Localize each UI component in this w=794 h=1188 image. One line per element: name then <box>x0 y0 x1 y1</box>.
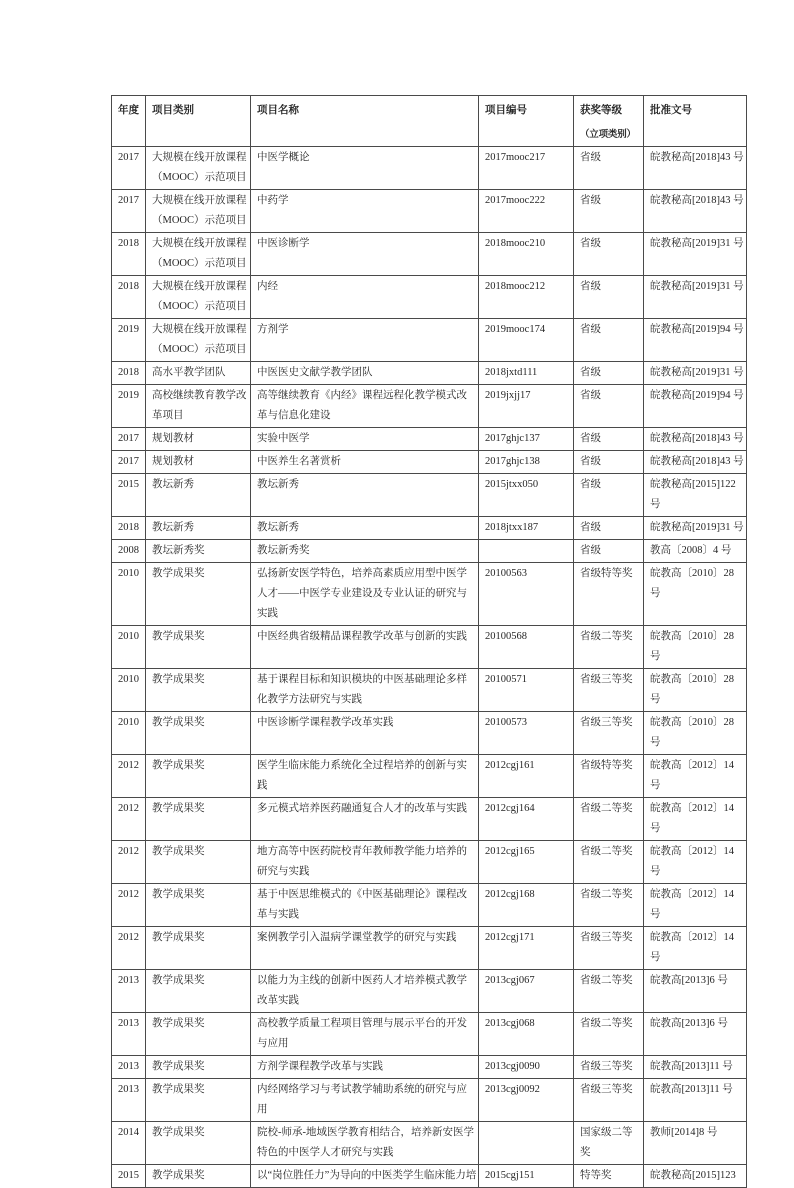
cell-approval-number: 皖教秘高[2018]43 号 <box>644 428 747 451</box>
cell-project-name: 内经 <box>251 276 479 319</box>
cell-award-level: 省级二等奖 <box>574 884 644 927</box>
cell-approval-number: 皖教秘高[2018]43 号 <box>644 451 747 474</box>
table-row <box>112 841 747 884</box>
cell-award-level: 省级 <box>574 474 644 517</box>
cell-project-name: 院校-师承-地域医学教育相结合，培养新安医学特色的中医学人才研究与实践 <box>251 1122 479 1165</box>
cell-year: 2012 <box>112 798 146 841</box>
cell-award-level: 省级特等奖 <box>574 563 644 626</box>
cell-approval-number: 皖教高〔2010〕28 号 <box>644 626 747 669</box>
cell-category: 教坛新秀 <box>146 517 251 540</box>
cell-project-number: 2012cgj168 <box>479 884 574 927</box>
cell-approval-number: 皖教高〔2012〕14 号 <box>644 755 747 798</box>
table-row <box>112 927 747 970</box>
cell-award-level: 省级二等奖 <box>574 970 644 1013</box>
cell-category: 教坛新秀奖 <box>146 540 251 563</box>
cell-award-level: 省级二等奖 <box>574 1013 644 1056</box>
cell-category: 教学成果奖 <box>146 1079 251 1122</box>
cell-category: 规划教材 <box>146 451 251 474</box>
cell-category: 教学成果奖 <box>146 884 251 927</box>
cell-project-number: 2012cgj161 <box>479 755 574 798</box>
cell-award-level: 省级 <box>574 540 644 563</box>
cell-category: 大规模在线开放课程（MOOC）示范项目 <box>146 190 251 233</box>
cell-project-name: 教坛新秀奖 <box>251 540 479 563</box>
cell-project-name: 内经网络学习与考试教学辅助系统的研究与应用 <box>251 1079 479 1122</box>
cell-award-level: 省级三等奖 <box>574 1079 644 1122</box>
table-row <box>112 1165 747 1188</box>
cell-category: 教学成果奖 <box>146 841 251 884</box>
table-row <box>112 190 747 233</box>
cell-year: 2018 <box>112 233 146 276</box>
cell-project-name: 以能力为主线的创新中医药人才培养模式教学改革实践 <box>251 970 479 1013</box>
cell-year: 2010 <box>112 563 146 626</box>
cell-project-number: 20100568 <box>479 626 574 669</box>
cell-approval-number: 皖教高〔2010〕28 号 <box>644 563 747 626</box>
cell-approval-number: 皖教高[2013]6 号 <box>644 970 747 1013</box>
cell-category: 教学成果奖 <box>146 563 251 626</box>
cell-project-number: 2013cgj068 <box>479 1013 574 1056</box>
cell-award-level: 省级特等奖 <box>574 755 644 798</box>
cell-award-level: 省级二等奖 <box>574 626 644 669</box>
cell-year: 2017 <box>112 190 146 233</box>
table-row <box>112 884 747 927</box>
cell-category: 教学成果奖 <box>146 1013 251 1056</box>
cell-project-number: 2018jtxx187 <box>479 517 574 540</box>
cell-project-number: 2015jtxx050 <box>479 474 574 517</box>
table-header-row <box>112 96 747 147</box>
cell-approval-number: 皖教高〔2010〕28 号 <box>644 712 747 755</box>
cell-year: 2012 <box>112 841 146 884</box>
cell-category: 教学成果奖 <box>146 1165 251 1188</box>
cell-category: 教学成果奖 <box>146 1122 251 1165</box>
cell-award-level: 省级 <box>574 233 644 276</box>
cell-category: 大规模在线开放课程（MOOC）示范项目 <box>146 147 251 190</box>
cell-category: 教学成果奖 <box>146 669 251 712</box>
cell-award-level: 省级 <box>574 451 644 474</box>
cell-project-name: 教坛新秀 <box>251 517 479 540</box>
cell-category: 高校继续教育教学改革项目 <box>146 385 251 428</box>
cell-year: 2014 <box>112 1122 146 1165</box>
cell-category: 教学成果奖 <box>146 712 251 755</box>
cell-approval-number: 皖教秘高[2015]122 号 <box>644 474 747 517</box>
cell-project-name: 以“岗位胜任力”为导向的中医类学生临床能力培 <box>251 1165 479 1188</box>
cell-category: 教学成果奖 <box>146 755 251 798</box>
cell-project-number: 2013cgj067 <box>479 970 574 1013</box>
cell-award-level: 省级 <box>574 428 644 451</box>
table-row <box>112 563 747 626</box>
table-row <box>112 276 747 319</box>
cell-project-number <box>479 1122 574 1165</box>
cell-year: 2018 <box>112 517 146 540</box>
cell-award-level: 省级 <box>574 276 644 319</box>
table-row <box>112 147 747 190</box>
cell-project-name: 中医经典省级精品课程教学改革与创新的实践 <box>251 626 479 669</box>
cell-award-level: 国家级二等奖 <box>574 1122 644 1165</box>
cell-year: 2017 <box>112 428 146 451</box>
column-header-level-main: 获奖等级 <box>580 105 622 116</box>
column-header-category: 项目类别 <box>146 96 251 147</box>
cell-approval-number: 皖教秘高[2018]43 号 <box>644 147 747 190</box>
cell-category: 大规模在线开放课程（MOOC）示范项目 <box>146 319 251 362</box>
cell-project-name: 多元模式培养医药融通复合人才的改革与实践 <box>251 798 479 841</box>
cell-year: 2015 <box>112 474 146 517</box>
table-row <box>112 385 747 428</box>
cell-award-level: 省级三等奖 <box>574 1056 644 1079</box>
cell-project-number: 2018mooc210 <box>479 233 574 276</box>
cell-project-number: 2017ghjc137 <box>479 428 574 451</box>
cell-year: 2019 <box>112 385 146 428</box>
cell-approval-number: 皖教秘高[2019]31 号 <box>644 517 747 540</box>
cell-year: 2010 <box>112 712 146 755</box>
cell-approval-number: 皖教秘高[2019]31 号 <box>644 233 747 276</box>
cell-award-level: 省级三等奖 <box>574 927 644 970</box>
cell-project-number: 20100563 <box>479 563 574 626</box>
cell-category: 教学成果奖 <box>146 626 251 669</box>
column-header-name: 项目名称 <box>251 96 479 147</box>
cell-project-number: 2017ghjc138 <box>479 451 574 474</box>
cell-year: 2013 <box>112 970 146 1013</box>
cell-project-number: 2019jxjj17 <box>479 385 574 428</box>
cell-project-number: 2019mooc174 <box>479 319 574 362</box>
table-row <box>112 233 747 276</box>
cell-category: 教学成果奖 <box>146 798 251 841</box>
table-row <box>112 712 747 755</box>
cell-project-name: 教坛新秀 <box>251 474 479 517</box>
table-row <box>112 428 747 451</box>
cell-award-level: 特等奖 <box>574 1165 644 1188</box>
table-row <box>112 626 747 669</box>
cell-project-name: 方剂学 <box>251 319 479 362</box>
cell-project-number: 20100573 <box>479 712 574 755</box>
cell-award-level: 省级 <box>574 147 644 190</box>
cell-approval-number: 皖教高〔2012〕14 号 <box>644 798 747 841</box>
cell-year: 2013 <box>112 1056 146 1079</box>
table-row <box>112 1122 747 1165</box>
column-header-number: 项目编号 <box>479 96 574 147</box>
cell-project-name: 案例教学引入温病学课堂教学的研究与实践 <box>251 927 479 970</box>
cell-approval-number: 皖教高〔2010〕28 号 <box>644 669 747 712</box>
cell-project-name: 中药学 <box>251 190 479 233</box>
cell-project-number: 2018mooc212 <box>479 276 574 319</box>
cell-year: 2017 <box>112 451 146 474</box>
cell-project-name: 高等继续教育《内经》课程远程化教学模式改革与信息化建设 <box>251 385 479 428</box>
cell-project-name: 基于中医思维模式的《中医基础理论》课程改革与实践 <box>251 884 479 927</box>
cell-approval-number: 皖教高[2013]11 号 <box>644 1056 747 1079</box>
cell-project-number: 2012cgj165 <box>479 841 574 884</box>
cell-year: 2015 <box>112 1165 146 1188</box>
table-row <box>112 970 747 1013</box>
table-row <box>112 319 747 362</box>
cell-project-number: 2012cgj171 <box>479 927 574 970</box>
cell-year: 2012 <box>112 755 146 798</box>
cell-project-name: 中医养生名著赏析 <box>251 451 479 474</box>
cell-year: 2010 <box>112 626 146 669</box>
cell-approval-number: 皖教秘高[2018]43 号 <box>644 190 747 233</box>
cell-approval-number: 皖教秘高[2019]31 号 <box>644 362 747 385</box>
cell-category: 大规模在线开放课程（MOOC）示范项目 <box>146 233 251 276</box>
cell-project-name: 实验中医学 <box>251 428 479 451</box>
cell-year: 2010 <box>112 669 146 712</box>
column-header-level <box>574 96 644 147</box>
cell-category: 大规模在线开放课程（MOOC）示范项目 <box>146 276 251 319</box>
table-row <box>112 451 747 474</box>
cell-approval-number: 皖教高〔2012〕14 号 <box>644 927 747 970</box>
table-row <box>112 1056 747 1079</box>
table-row <box>112 798 747 841</box>
cell-project-number <box>479 540 574 563</box>
cell-award-level: 省级二等奖 <box>574 798 644 841</box>
cell-project-number: 2013cgj0092 <box>479 1079 574 1122</box>
cell-approval-number: 教高〔2008〕4 号 <box>644 540 747 563</box>
cell-category: 教坛新秀 <box>146 474 251 517</box>
cell-approval-number: 皖教高[2013]11 号 <box>644 1079 747 1122</box>
table-row <box>112 669 747 712</box>
cell-year: 2012 <box>112 884 146 927</box>
cell-project-number: 20100571 <box>479 669 574 712</box>
cell-year: 2018 <box>112 276 146 319</box>
table-row <box>112 474 747 517</box>
table-row <box>112 540 747 563</box>
cell-approval-number: 皖教高[2013]6 号 <box>644 1013 747 1056</box>
cell-award-level: 省级 <box>574 190 644 233</box>
table-row <box>112 1013 747 1056</box>
cell-approval-number: 皖教秘高[2015]123 <box>644 1165 747 1188</box>
cell-award-level: 省级 <box>574 385 644 428</box>
cell-award-level: 省级 <box>574 517 644 540</box>
cell-project-name: 弘扬新安医学特色，培养高素质应用型中医学人才——中医学专业建设及专业认证的研究与实践 <box>251 563 479 626</box>
table-row <box>112 362 747 385</box>
cell-award-level: 省级三等奖 <box>574 712 644 755</box>
projects-table <box>111 95 747 1188</box>
cell-approval-number: 皖教秘高[2019]31 号 <box>644 276 747 319</box>
cell-project-name: 中医诊断学 <box>251 233 479 276</box>
table-row <box>112 517 747 540</box>
cell-category: 高水平教学团队 <box>146 362 251 385</box>
table-row <box>112 1079 747 1122</box>
cell-project-name: 高校教学质量工程项目管理与展示平台的开发与应用 <box>251 1013 479 1056</box>
cell-award-level: 省级 <box>574 319 644 362</box>
cell-project-name: 中医诊断学课程教学改革实践 <box>251 712 479 755</box>
table-row <box>112 755 747 798</box>
column-header-level-sub: （立项类别） <box>580 130 636 140</box>
cell-project-number: 2012cgj164 <box>479 798 574 841</box>
cell-project-number: 2017mooc217 <box>479 147 574 190</box>
column-header-approval: 批准文号 <box>644 96 747 147</box>
cell-project-number: 2015cgj151 <box>479 1165 574 1188</box>
cell-project-name: 中医医史文献学教学团队 <box>251 362 479 385</box>
cell-project-number: 2017mooc222 <box>479 190 574 233</box>
cell-project-name: 基于课程目标和知识模块的中医基础理论多样化教学方法研究与实践 <box>251 669 479 712</box>
cell-project-number: 2013cgj0090 <box>479 1056 574 1079</box>
cell-approval-number: 皖教秘高[2019]94 号 <box>644 385 747 428</box>
cell-award-level: 省级二等奖 <box>574 841 644 884</box>
cell-category: 教学成果奖 <box>146 1056 251 1079</box>
cell-project-name: 地方高等中医药院校青年教师教学能力培养的研究与实践 <box>251 841 479 884</box>
cell-category: 教学成果奖 <box>146 970 251 1013</box>
cell-year: 2013 <box>112 1013 146 1056</box>
cell-year: 2019 <box>112 319 146 362</box>
cell-year: 2018 <box>112 362 146 385</box>
cell-approval-number: 皖教高〔2012〕14 号 <box>644 841 747 884</box>
cell-project-name: 医学生临床能力系统化全过程培养的创新与实践 <box>251 755 479 798</box>
cell-approval-number: 教师[2014]8 号 <box>644 1122 747 1165</box>
cell-award-level: 省级 <box>574 362 644 385</box>
cell-project-name: 中医学概论 <box>251 147 479 190</box>
cell-approval-number: 皖教高〔2012〕14 号 <box>644 884 747 927</box>
cell-year: 2008 <box>112 540 146 563</box>
cell-category: 教学成果奖 <box>146 927 251 970</box>
cell-year: 2012 <box>112 927 146 970</box>
cell-year: 2013 <box>112 1079 146 1122</box>
cell-project-name: 方剂学课程教学改革与实践 <box>251 1056 479 1079</box>
column-header-year: 年度 <box>112 96 146 147</box>
cell-project-number: 2018jxtd111 <box>479 362 574 385</box>
cell-approval-number: 皖教秘高[2019]94 号 <box>644 319 747 362</box>
cell-year: 2017 <box>112 147 146 190</box>
cell-award-level: 省级三等奖 <box>574 669 644 712</box>
cell-category: 规划教材 <box>146 428 251 451</box>
